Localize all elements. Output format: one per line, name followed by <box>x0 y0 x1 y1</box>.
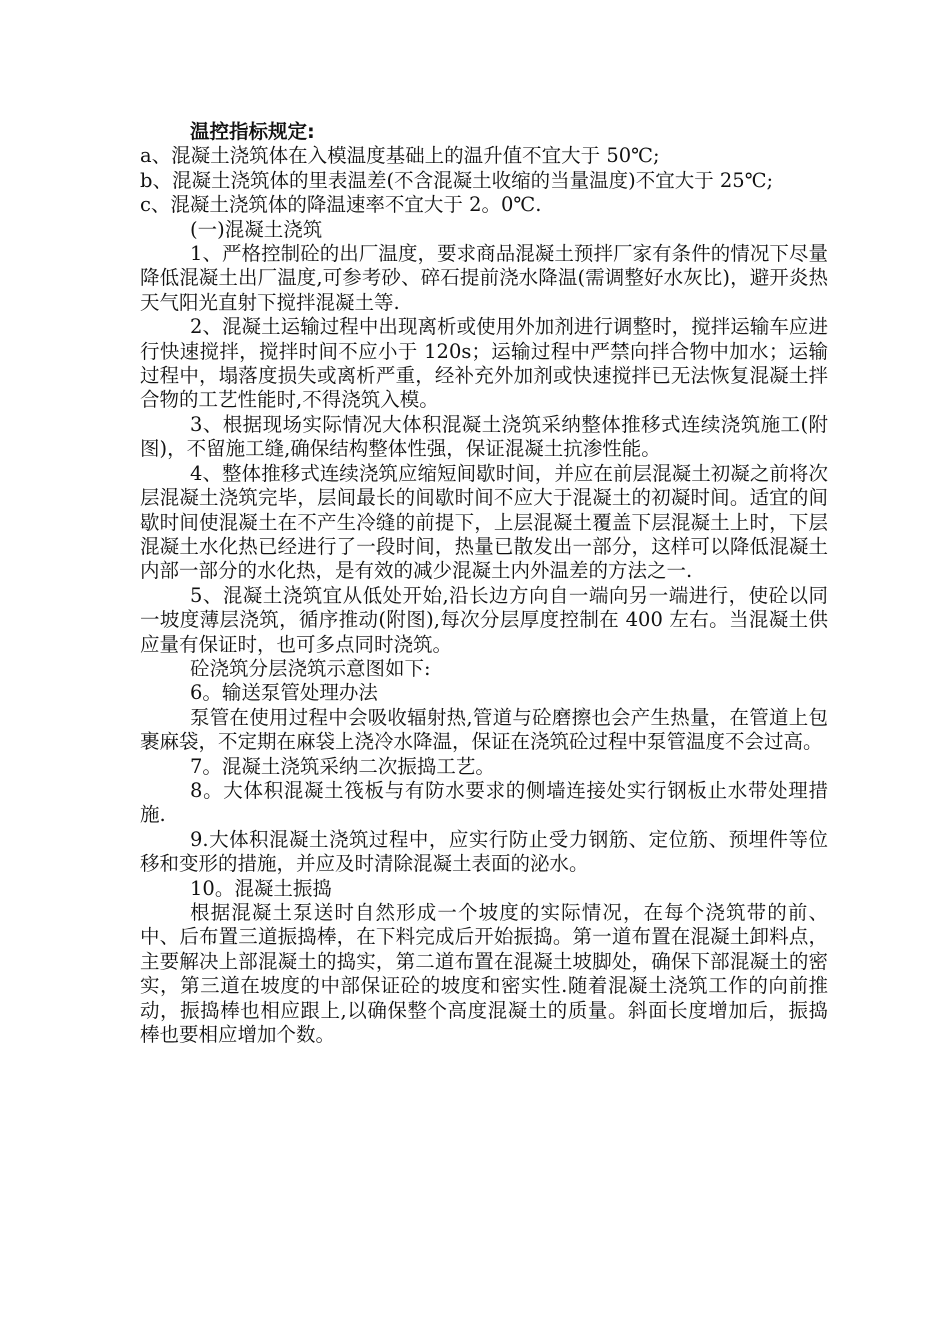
paragraph-item-10-body: 根据混凝土泵送时自然形成一个坡度的实际情况，在每个浇筑带的前、中、后布置三道振捣棒，在下料完成后开始振捣。第一道布置在混凝土卸料点，主要解决上部混凝土的捣实，第二道布置在混凝土坡脚处，确保下部混凝土的密实，第三道在坡度的中部保证砼的坡度和密实性.随着混凝土浇筑工作的向前推动，振捣棒也相应跟上,以确保整个高度混凝土的质量。斜面长度增加后，振捣棒也要相应增加个数。 <box>140 901 828 1047</box>
paragraph-item-2: 2、混凝土运输过程中出现离析或使用外加剂进行调整时，搅拌运输车应进行快速搅拌，搅拌时间不应小于 120s；运输过程中严禁向拌合物中加水；运输过程中，塌落度损失或离析严重，经补充外加剂或快速搅拌已无法恢复混凝土拌合物的工艺性能时,不得浇筑入模。 <box>140 315 828 412</box>
paragraph-core-surface-diff: b、混凝土浇筑体的里表温差(不含混凝土收缩的当量温度)不宜大于 25℃; <box>140 168 774 192</box>
paragraph-item-1: 1、严格控制砼的出厂温度，要求商品混凝土预拌厂家有条件的情况下尽量降低混凝土出厂温度,可参考砂、碎石提前浇水降温(需调整好水灰比)，避开炎热天气阳光直射下搅拌混凝土等. <box>140 242 828 314</box>
paragraph-item-8: 8。大体积混凝土筏板与有防水要求的侧墙连接处实行钢板止水带处理措施. <box>140 778 828 827</box>
paragraph-item-5: 5、混凝土浇筑宜从低处开始,沿长边方向自一端向另一端进行，使砼以同一坡度薄层浇筑，循序推动(附图),每次分层厚度控制在 400 左右。当混凝土供应量有保证时，也可多点同时浇筑。 <box>140 583 828 656</box>
paragraph-item-6-title: 6。输送泵管处理办法 <box>190 681 378 705</box>
section-heading: 温控指标规定: <box>190 120 315 143</box>
paragraph-item-4: 4、整体推移式连续浇筑应缩短间歇时间，并应在前层混凝土初凝之前将次层混凝土浇筑完毕，层间最长的间歇时间不应大于混凝土的初凝时间。适宜的间歇时间使混凝土在不产生冷缝的前提下，上层混凝土覆盖下层混凝土上时，下层混凝土水化热已经进行了一段时间，热量已散发出一部分，这样可以降低混凝土内部一部分的水化热，是有效的减少混凝土内外温差的方法之一. <box>140 461 828 583</box>
paragraph-item-10-title: 10。混凝土振捣 <box>190 876 332 900</box>
paragraph-item-7: 7。混凝土浇筑采纳二次振捣工艺。 <box>190 754 495 778</box>
paragraph-figure-caption: 砼浇筑分层浇筑示意图如下: <box>190 656 431 680</box>
paragraph-temp-rise: a、混凝土浇筑体在入模温度基础上的温升值不宜大于 50℃; <box>140 144 660 168</box>
subsection-title-pouring: (一)混凝土浇筑 <box>190 217 323 241</box>
paragraph-item-3: 3、根据现场实际情况大体积混凝土浇筑采纳整体推移式连续浇筑施工(附图)，不留施工缝,确保结构整体性强，保证混凝土抗渗性能。 <box>140 412 828 461</box>
paragraph-item-6-body: 泵管在使用过程中会吸收辐射热,管道与砼磨擦也会产生热量，在管道上包裹麻袋，不定期在麻袋上浇冷水降温，保证在浇筑砼过程中泵管温度不会过高。 <box>140 705 828 754</box>
paragraph-item-9: 9.大体积混凝土浇筑过程中，应实行防止受力钢筋、定位筋、预埋件等位移和变形的措施，并应及时清除混凝土表面的泌水。 <box>140 827 828 876</box>
paragraph-cooling-rate: c、混凝土浇筑体的降温速率不宜大于 2。0℃. <box>140 193 542 217</box>
document-body <box>140 120 828 1047</box>
